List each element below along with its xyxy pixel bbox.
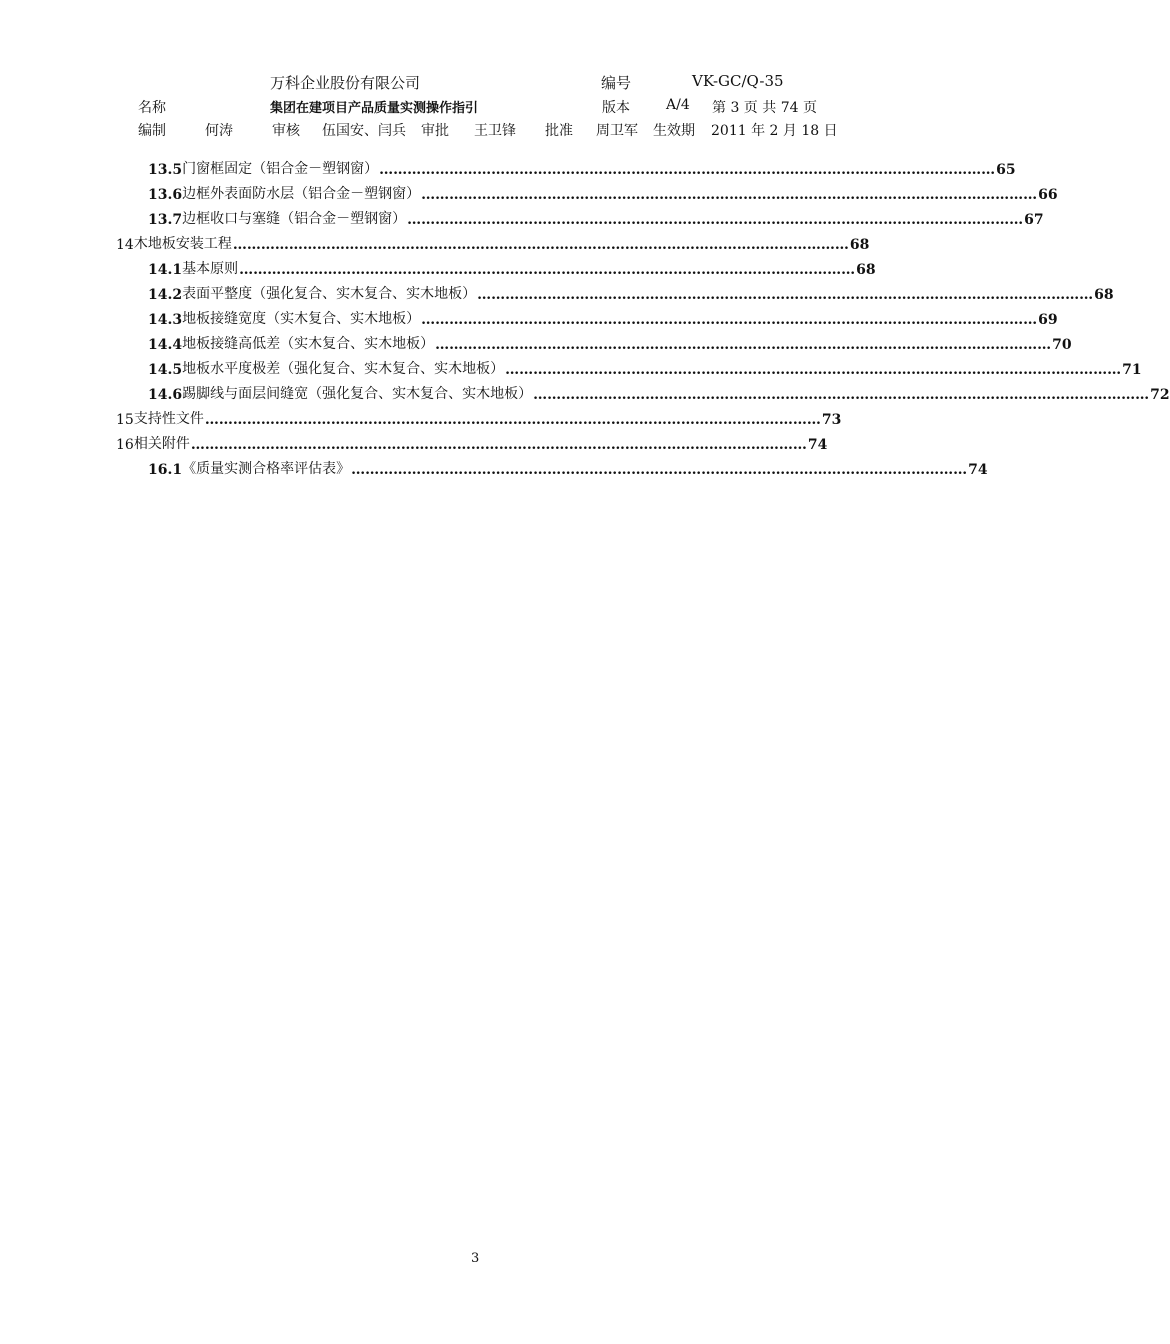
toc-leader-dots: ……………………………………………………………………………………………………………………: [505, 362, 1122, 378]
author-label: 编制: [138, 123, 166, 139]
page-info: 第 3 页 共 74 页: [712, 100, 817, 116]
review-label: 审核: [272, 123, 300, 139]
toc-leader-dots: ……………………………………………………………………………………………………………………: [407, 212, 1024, 228]
toc-leader-dots: ……………………………………………………………………………………………………………………: [379, 162, 996, 178]
toc-leader-dots: ……………………………………………………………………………………………………………………: [477, 287, 1094, 303]
toc-entry-page: 70: [1052, 337, 1072, 353]
toc-entry-title: 地板水平度极差（强化复合、实木复合、实木地板）: [182, 361, 505, 377]
toc-entry-title: 门窗框固定（铝合金－塑钢窗）: [182, 161, 379, 177]
toc-entry-number: 13.7: [148, 212, 183, 228]
approve2-label: 批准: [545, 123, 573, 139]
toc-entry[interactable]: [148, 281, 1114, 303]
toc-entry[interactable]: [148, 331, 1072, 353]
toc-entry-title: 支持性文件: [133, 411, 204, 427]
toc-entry-title: 相关附件: [133, 436, 190, 452]
toc-entry-page: 68: [856, 262, 876, 278]
toc-entry-number: 16: [116, 437, 134, 453]
approve1-label: 审批: [421, 123, 449, 139]
toc-entry-title: 边框收口与塞缝（铝合金－塑钢窗）: [182, 211, 407, 227]
toc-leader-dots: ……………………………………………………………………………………………………………………: [421, 312, 1038, 328]
toc-leader-dots: ……………………………………………………………………………………………………………………: [533, 387, 1150, 403]
toc-entry[interactable]: [148, 456, 988, 478]
toc-entry[interactable]: [148, 306, 1058, 328]
toc-entry-page: 65: [996, 162, 1016, 178]
toc-leader-dots: ……………………………………………………………………………………………………………………: [204, 412, 821, 428]
toc-entry-page: 66: [1038, 187, 1058, 203]
version-value: A/4: [666, 97, 690, 113]
toc-entry-title: 木地板安装工程: [133, 236, 232, 252]
name-label: 名称: [138, 100, 166, 116]
toc-entry-page: 74: [807, 437, 828, 453]
toc-entry[interactable]: [148, 156, 1016, 178]
toc-entry-number: 13.5: [148, 162, 183, 178]
toc-entry-title: 地板接缝宽度（实木复合、实木地板）: [182, 311, 421, 327]
toc-leader-dots: ……………………………………………………………………………………………………………………: [351, 462, 968, 478]
toc-leader-dots: ……………………………………………………………………………………………………………………: [435, 337, 1052, 353]
toc-entry[interactable]: [116, 406, 842, 428]
code-label: 编号: [601, 74, 632, 92]
toc-leader-dots: ……………………………………………………………………………………………………………………: [421, 187, 1038, 203]
toc-entry-number: 15: [116, 412, 134, 428]
version-label: 版本: [602, 100, 630, 116]
effective-label: 生效期: [653, 123, 695, 139]
company-name: 万科企业股份有限公司: [270, 74, 421, 92]
toc-entry-page: 68: [1094, 287, 1114, 303]
page-number: 3: [471, 1251, 480, 1266]
toc-entry-page: 73: [821, 412, 842, 428]
toc-entry-page: 69: [1038, 312, 1058, 328]
toc-entry-number: 14: [116, 237, 134, 253]
toc-entry-title: 边框外表面防水层（铝合金－塑钢窗）: [182, 186, 421, 202]
toc-entry-title: 《质量实测合格率评估表》: [182, 461, 351, 477]
approve1-value: 王卫锋: [474, 123, 516, 139]
toc-entry-number: 14.3: [148, 312, 183, 328]
toc-entry[interactable]: [148, 381, 1170, 403]
toc-entry-number: 14.2: [148, 287, 183, 303]
toc-entry-title: 表面平整度（强化复合、实木复合、实木地板）: [182, 286, 477, 302]
toc-entry[interactable]: [148, 356, 1142, 378]
code-value: VK-GC/Q-35: [692, 72, 784, 90]
review-value: 伍国安、闫兵: [322, 123, 406, 139]
author-value: 何涛: [205, 123, 233, 139]
toc-entry-page: 67: [1024, 212, 1044, 228]
toc-entry-number: 16.1: [148, 462, 183, 478]
toc-entry-title: 地板接缝高低差（实木复合、实木地板）: [182, 336, 435, 352]
approve2-value: 周卫军: [596, 123, 638, 139]
toc-entry-number: 14.1: [148, 262, 183, 278]
toc-entry-page: 71: [1122, 362, 1142, 378]
toc-entry-number: 14.4: [148, 337, 183, 353]
toc-entry[interactable]: [148, 256, 876, 278]
toc-entry-page: 72: [1150, 387, 1170, 403]
toc-leader-dots: ……………………………………………………………………………………………………………………: [232, 237, 849, 253]
effective-value: 2011 年 2 月 18 日: [711, 123, 838, 139]
toc-entry-page: 68: [849, 237, 870, 253]
document-title: 集团在建项目产品质量实测操作指引: [270, 101, 479, 116]
toc-entry-number: 14.6: [148, 387, 183, 403]
toc-entry-title: 踢脚线与面层间缝宽（强化复合、实木复合、实木地板）: [182, 386, 533, 402]
toc-entry[interactable]: [148, 206, 1044, 228]
toc-entry-number: 13.6: [148, 187, 183, 203]
toc-entry[interactable]: [148, 181, 1058, 203]
toc-entry-title: 基本原则: [182, 261, 239, 277]
toc-entry-number: 14.5: [148, 362, 183, 378]
toc-entry-page: 74: [968, 462, 988, 478]
toc-entry[interactable]: [116, 231, 870, 253]
toc-leader-dots: ……………………………………………………………………………………………………………………: [190, 437, 807, 453]
toc-leader-dots: ……………………………………………………………………………………………………………………: [239, 262, 856, 278]
toc-entry[interactable]: [116, 431, 828, 453]
